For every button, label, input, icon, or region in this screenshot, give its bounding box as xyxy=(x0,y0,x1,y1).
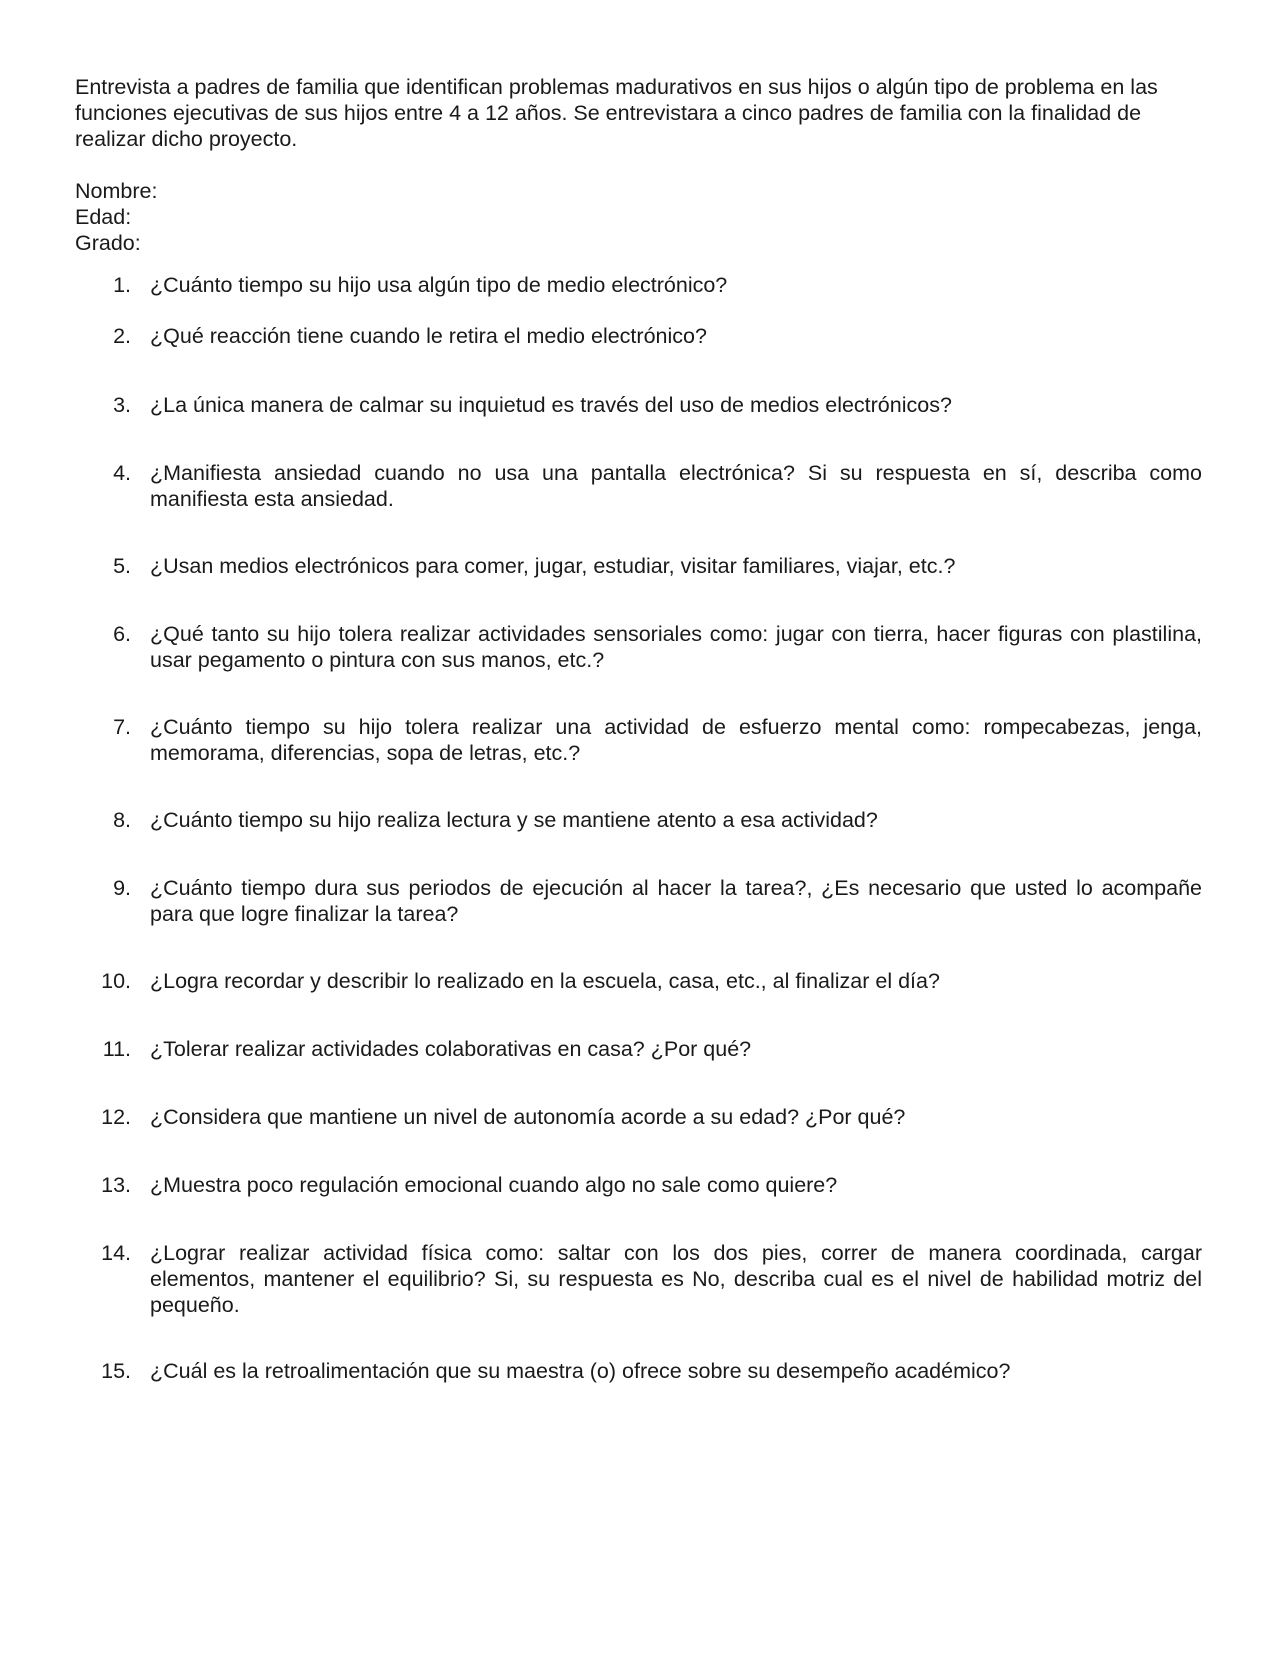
grade-field-label: Grado: xyxy=(75,231,141,255)
question-text: ¿Considera que mantiene un nivel de autonomía acorde a su edad? ¿Por qué? xyxy=(150,1105,906,1129)
question-number: 1. xyxy=(113,273,131,297)
question-number: 6. xyxy=(113,622,131,646)
question-number: 7. xyxy=(113,715,131,739)
question-text: ¿Cuánto tiempo su hijo realiza lectura y se mantiene atento a esa actividad? xyxy=(150,808,878,832)
question-number: 5. xyxy=(113,554,131,578)
name-field-label: Nombre: xyxy=(75,179,158,203)
question-number: 9. xyxy=(113,876,131,900)
document-page xyxy=(75,74,1202,256)
question-text: ¿Qué tanto su hijo tolera realizar actividades sensoriales como: jugar con tierra, hacer figuras con plastilina, usar pegamento o pintura con sus manos, etc.? xyxy=(150,622,1202,672)
question-number: 4. xyxy=(113,461,131,485)
question-number: 8. xyxy=(113,808,131,832)
intro-paragraph: Entrevista a padres de familia que identifican problemas madurativos en sus hijos o algún tipo de problema en las funciones ejecutivas de sus hijos entre 4 a 12 años. Se entrevistara a cinco padres de familia con la finalidad de realizar dicho proyecto. xyxy=(75,75,1158,151)
question-number: 10. xyxy=(101,969,131,993)
question-number: 11. xyxy=(102,1037,131,1061)
question-number: 3. xyxy=(113,393,131,417)
question-text: ¿Manifiesta ansiedad cuando no usa una pantalla electrónica? Si su respuesta en sí, describa como manifiesta esta ansiedad. xyxy=(150,461,1202,511)
question-text: ¿Cuánto tiempo su hijo tolera realizar una actividad de esfuerzo mental como: rompecabezas, jenga, memorama, diferencias, sopa de letras, etc.? xyxy=(150,715,1202,765)
question-text: ¿Lograr realizar actividad física como: saltar con los dos pies, correr de manera coordinada, cargar elementos, mantener el equilibrio? Si, su respuesta es No, describa cual es el nivel de habilidad motriz del pequeño. xyxy=(150,1241,1202,1317)
question-text: ¿Cuánto tiempo su hijo usa algún tipo de medio electrónico? xyxy=(150,273,728,297)
question-text: ¿La única manera de calmar su inquietud es través del uso de medios electrónicos? xyxy=(150,393,952,417)
question-text: ¿Muestra poco regulación emocional cuando algo no sale como quiere? xyxy=(150,1173,838,1197)
question-text: ¿Logra recordar y describir lo realizado en la escuela, casa, etc., al finalizar el día? xyxy=(150,969,940,993)
question-number: 15. xyxy=(101,1359,131,1383)
question-text: ¿Usan medios electrónicos para comer, jugar, estudiar, visitar familiares, viajar, etc.? xyxy=(150,554,956,578)
question-number: 14. xyxy=(101,1241,131,1265)
question-number: 2. xyxy=(113,324,131,348)
question-number: 12. xyxy=(101,1105,131,1129)
question-text: ¿Cuánto tiempo dura sus periodos de ejecución al hacer la tarea?, ¿Es necesario que usted lo acompañe para que logre finalizar la tarea? xyxy=(150,876,1202,926)
respondent-fields xyxy=(75,178,1202,256)
question-text: ¿Qué reacción tiene cuando le retira el medio electrónico? xyxy=(150,324,707,348)
age-field-label: Edad: xyxy=(75,205,132,229)
question-text: ¿Tolerar realizar actividades colaborativas en casa? ¿Por qué? xyxy=(150,1037,752,1061)
question-text: ¿Cuál es la retroalimentación que su maestra (o) ofrece sobre su desempeño académico? xyxy=(150,1359,1011,1383)
question-number: 13. xyxy=(101,1173,131,1197)
